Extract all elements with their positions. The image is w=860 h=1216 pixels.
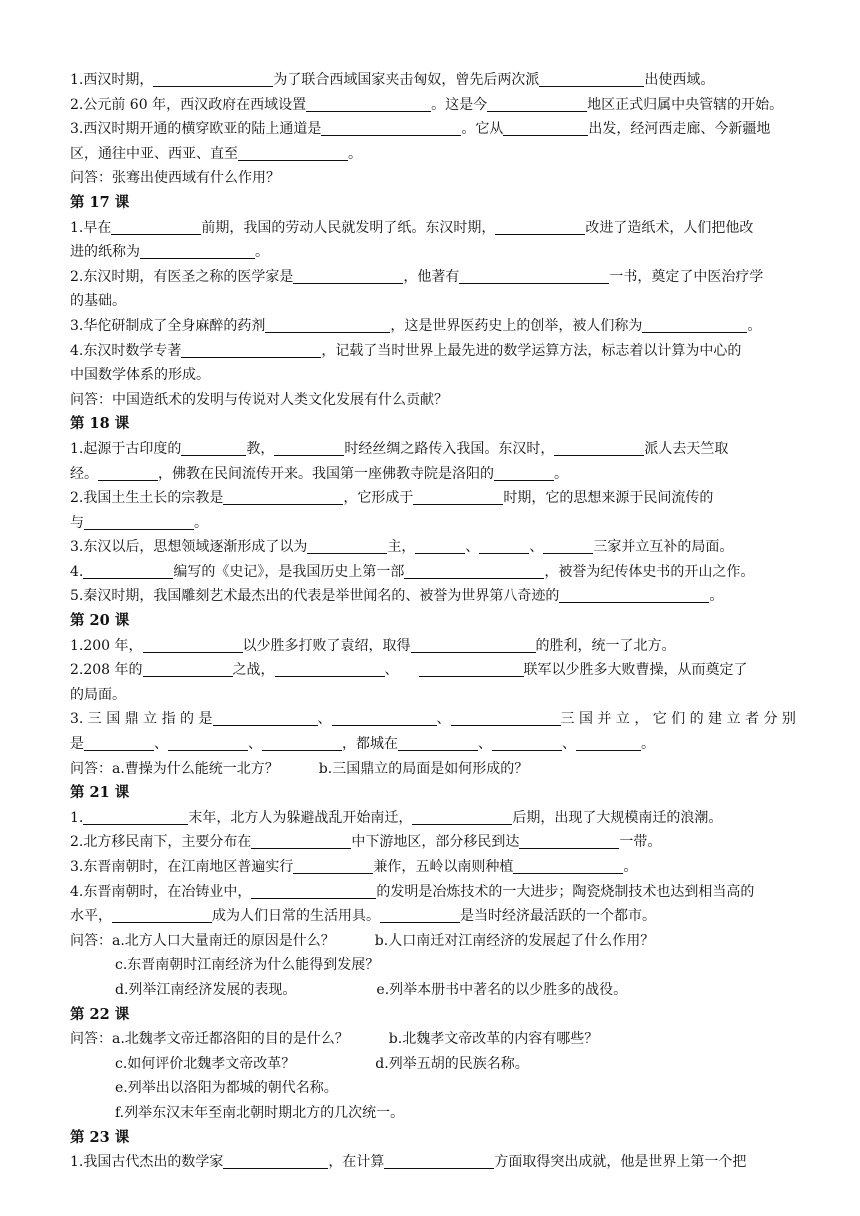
question-line — [70, 314, 795, 339]
question-text: ，佛教在民间流传开来。我国第一座佛教寺院是洛阳的 — [158, 465, 494, 482]
question-text: 派人去天竺取 — [644, 440, 729, 457]
question-text: b.北魏孝文帝改革的内容有哪些？ — [388, 1031, 599, 1048]
answer-blank[interactable] — [168, 735, 248, 751]
answer-blank[interactable] — [140, 243, 255, 259]
question-line — [70, 216, 795, 241]
question-text: 方面取得突出成就，他是世界上第一个把 — [494, 1154, 747, 1171]
question-text: 1.我国古代杰出的数学家 — [70, 1154, 224, 1171]
discussion-question: 问答：张骞出使西域有什么作用？ — [70, 170, 280, 187]
answer-blank[interactable] — [274, 440, 344, 456]
question-text: 3.华佗研制成了全身麻醉的药剂 — [70, 317, 266, 334]
question-text: 问答：a.北魏孝文帝迁都洛阳的目的是什么？ — [70, 1031, 349, 1048]
question-text: 时经丝绸之路传入我国。东汉时， — [344, 440, 555, 457]
question-text: 联军以少胜多大败曹操，从而奠定了 — [523, 662, 748, 679]
answer-blank[interactable] — [265, 317, 390, 333]
answer-blank[interactable] — [251, 833, 351, 849]
question-text: 。它从 — [461, 121, 504, 138]
answer-blank[interactable] — [415, 538, 465, 554]
question-line — [70, 462, 795, 487]
answer-blank[interactable] — [181, 440, 246, 456]
question-text: 地区正式归属中央管辖的开始。 — [587, 96, 784, 113]
question-text: ，都城在 — [342, 736, 398, 753]
answer-blank[interactable] — [487, 96, 587, 112]
answer-blank[interactable] — [495, 219, 585, 235]
lesson-heading: 第 17 课 — [70, 193, 130, 211]
question-text: 3.西汉时期开通的横穿欧亚的陆上通道是 — [70, 121, 322, 138]
question-text: 时期，它的思想来源于民间流传的 — [503, 490, 714, 507]
question-text: 水平， — [70, 908, 112, 925]
question-text: 5.秦汉时期，我国雕刻艺术最杰出的代表是举世闻名的、被誉为世界第八奇迹的 — [70, 588, 560, 605]
lesson-heading: 第 22 课 — [70, 1005, 130, 1023]
question-text: 、 — [478, 736, 492, 753]
answer-blank[interactable] — [83, 809, 188, 825]
question-text: ，记载了当时世界上最先进的数学运算方法，标志着以计算为中心的 — [321, 342, 742, 359]
question-text: 改进了造纸术，人们把他改 — [585, 219, 754, 236]
answer-blank[interactable] — [251, 883, 376, 899]
question-text: 、 — [562, 736, 576, 753]
answer-blank[interactable] — [543, 538, 593, 554]
answer-blank[interactable] — [332, 710, 437, 726]
question-text: 。 — [747, 317, 762, 334]
answer-blank[interactable] — [321, 120, 461, 136]
question-text: 问答：a.北方人口大量南迁的原因是什么？ — [70, 932, 335, 949]
answer-blank[interactable] — [111, 219, 201, 235]
answer-blank[interactable] — [262, 735, 342, 751]
question-text: 。 — [623, 859, 638, 875]
question-text: b.三国鼎立的局面是如何形成的？ — [318, 760, 529, 777]
question-text: 教， — [246, 440, 275, 457]
question-text: 。 — [554, 465, 568, 482]
question-text: e.列举本册书中著名的以少胜多的战役。 — [376, 981, 628, 998]
question-text: 问答：a.曹操为什么能统一北方？ — [70, 760, 279, 777]
question-text: ，他著有 — [403, 268, 460, 285]
question-text: 的发明是冶炼技术的一大进步；陶瓷烧制技术也达到相当高的 — [376, 883, 755, 900]
question-text: 4.东汉时数学专著 — [70, 342, 182, 359]
answer-blank[interactable] — [380, 907, 460, 923]
question-line — [70, 240, 795, 265]
question-text: 、 — [317, 711, 332, 728]
question-text: 2.208 年的 — [70, 662, 143, 679]
answer-blank[interactable] — [307, 538, 387, 554]
answer-blank[interactable] — [98, 465, 158, 481]
answer-blank[interactable] — [275, 661, 385, 677]
discussion-question — [70, 929, 795, 954]
answer-blank[interactable] — [642, 317, 747, 333]
question-text: 前期，我国的劳动人民就发明了纸。东汉时期， — [201, 219, 496, 236]
question-line: 的局面。 — [70, 686, 126, 703]
question-text: 4. — [70, 563, 84, 580]
answer-blank[interactable] — [519, 833, 619, 849]
discussion-question: c.东晋南朝时江南经济为什么能得到发展？ — [115, 957, 380, 974]
answer-blank[interactable] — [398, 735, 478, 751]
question-line — [70, 117, 795, 142]
discussion-question — [70, 1052, 795, 1077]
question-text: 是 — [70, 736, 84, 753]
answer-blank[interactable] — [451, 710, 561, 726]
question-text: 1.起源于古印度的 — [70, 440, 182, 457]
discussion-question — [70, 757, 795, 782]
answer-blank[interactable] — [238, 145, 348, 161]
worksheet-page — [70, 68, 795, 1175]
question-text: 之战， — [232, 662, 275, 679]
question-line — [70, 1150, 795, 1175]
lesson-heading: 第 23 课 — [70, 1128, 130, 1146]
answer-blank[interactable] — [181, 342, 321, 358]
answer-blank[interactable] — [503, 120, 588, 136]
question-text: d.列举五胡的民族名称。 — [375, 1055, 529, 1072]
question-text: 编写的《史记》，是我国历史上第一部 — [173, 563, 405, 580]
question-text: 后期，出现了大规模南迁的浪潮。 — [512, 809, 723, 826]
question-text: 兼作，五岭以南则种植 — [373, 859, 514, 875]
question-text: 与 — [70, 514, 84, 531]
question-text: 4.东晋南朝时，在冶铸业中， — [70, 883, 252, 900]
question-text: 2.东汉时期，有医圣之称的医学家是 — [70, 268, 294, 285]
question-text: 区，通往中亚、西亚、直至 — [70, 145, 238, 162]
question-text: 中下游地区，部分移民到达 — [351, 834, 520, 851]
question-text: b.人口南迁对江南经济的发展起了什么作用？ — [374, 932, 655, 949]
question-text: 1.早在 — [70, 219, 112, 236]
question-line — [70, 437, 795, 462]
question-line — [70, 658, 795, 683]
question-text: 主， — [387, 539, 416, 556]
question-text: 的胜利，统一了北方。 — [535, 637, 676, 654]
question-line — [70, 830, 795, 855]
lesson-heading: 第 20 课 — [70, 612, 130, 630]
question-text: 。 — [194, 514, 208, 531]
answer-blank[interactable] — [84, 514, 194, 530]
question-line — [70, 855, 795, 880]
answer-blank[interactable] — [412, 809, 512, 825]
question-text: 1.西汉时期， — [70, 72, 154, 88]
question-line — [70, 560, 795, 585]
answer-blank[interactable] — [411, 637, 536, 653]
question-line — [70, 339, 795, 364]
question-text: 、 — [529, 539, 544, 556]
question-line — [70, 634, 795, 659]
question-text: 1.200 年， — [70, 637, 143, 654]
question-text: 。 — [709, 588, 724, 605]
question-line — [70, 732, 795, 757]
question-text: ，这是世界医药史上的创举，被人们称为 — [390, 317, 643, 334]
question-line: 中国数学体系的形成。 — [70, 367, 210, 384]
question-text: 三家并立互补的局面。 — [593, 539, 734, 556]
answer-blank[interactable] — [576, 735, 641, 751]
question-text: 、 — [465, 539, 480, 556]
answer-blank[interactable] — [223, 1153, 328, 1169]
question-text: 3. 三 国 鼎 立 指 的 是 — [70, 711, 213, 728]
question-line — [70, 904, 795, 929]
lesson-heading: 第 18 课 — [70, 415, 130, 433]
question-text: 三 国 并 立 ， 它 们 的 建 立 者 分 别 — [560, 711, 796, 728]
question-text: 进的纸称为 — [70, 244, 140, 261]
question-line — [70, 511, 795, 536]
answer-blank[interactable] — [513, 858, 623, 874]
answer-blank[interactable] — [413, 489, 503, 505]
question-line — [70, 584, 795, 609]
answer-blank[interactable] — [293, 858, 373, 874]
answer-blank[interactable] — [153, 71, 273, 87]
discussion-question: 问答：中国造纸术的发明与传说对人类文化发展有什么贡献？ — [70, 391, 448, 408]
question-line: 的基础。 — [70, 293, 126, 310]
question-text: 。 — [641, 736, 655, 753]
question-line — [70, 806, 795, 831]
answer-blank[interactable] — [404, 563, 544, 579]
answer-blank[interactable] — [112, 907, 212, 923]
answer-blank[interactable] — [143, 637, 243, 653]
question-text: ，它形成于 — [343, 490, 414, 507]
question-text: 2.北方移民南下，主要分布在 — [70, 834, 252, 851]
discussion-question — [70, 978, 795, 1003]
question-line — [70, 880, 795, 905]
question-line — [70, 142, 795, 167]
question-text: 末年，北方人为躲避战乱开始南迁， — [188, 809, 413, 826]
answer-blank[interactable] — [539, 71, 644, 87]
question-text: 3.东汉以后，思想领域逐渐形成了以为 — [70, 539, 308, 556]
answer-blank[interactable] — [213, 710, 318, 726]
question-text: 、 — [154, 736, 168, 753]
question-text: 。 — [348, 145, 362, 162]
question-line — [70, 68, 795, 93]
question-text: 、 — [384, 662, 399, 679]
answer-blank[interactable] — [143, 661, 233, 677]
answer-blank[interactable] — [83, 563, 173, 579]
discussion-question — [70, 1027, 795, 1052]
answer-blank[interactable] — [84, 735, 154, 751]
question-text: 2.我国土生土长的宗教是 — [70, 490, 224, 507]
question-line — [70, 486, 795, 511]
question-text: 、 — [436, 711, 451, 728]
question-text: 经。 — [70, 465, 98, 482]
question-text: 出发，经河西走廊、今新疆地 — [588, 121, 771, 138]
question-text: ，在计算 — [328, 1154, 385, 1171]
question-text: c.如何评价北魏孝文帝改革？ — [115, 1055, 296, 1072]
question-text: 出使西域。 — [644, 72, 715, 88]
question-line — [70, 93, 795, 118]
discussion-question: f.列举东汉末年至南北朝时期北方的几次统一。 — [115, 1104, 405, 1121]
question-text: 2.公元前 60 年，西汉政府在西域设置 — [70, 96, 307, 113]
question-line — [70, 535, 795, 560]
answer-blank[interactable] — [306, 96, 431, 112]
lesson-heading: 第 21 课 — [70, 784, 130, 802]
question-text: 。 — [255, 244, 269, 261]
question-text: 以少胜多打败了袁绍，取得 — [242, 637, 411, 654]
answer-blank[interactable] — [459, 268, 609, 284]
question-text: 。这是今 — [431, 96, 488, 113]
question-text: 一带。 — [619, 834, 662, 851]
question-text: 一书，奠定了中医治疗学 — [609, 268, 764, 285]
question-text: 1. — [70, 809, 84, 826]
answer-blank[interactable] — [494, 465, 554, 481]
question-text: 为了联合西域国家夹击匈奴，曾先后两次派 — [273, 72, 540, 88]
answer-blank[interactable] — [559, 587, 709, 603]
answer-blank[interactable] — [554, 440, 644, 456]
question-line — [70, 265, 795, 290]
discussion-question: e.列举出以洛阳为都城的朝代名称。 — [115, 1080, 338, 1097]
question-text: d.列举江南经济发展的表现。 — [115, 981, 297, 998]
answer-blank[interactable] — [492, 735, 562, 751]
question-line — [70, 707, 795, 732]
question-text: ，被誉为纪传体史书的开山之作。 — [544, 563, 755, 580]
answer-blank[interactable] — [223, 489, 343, 505]
answer-blank[interactable] — [384, 1153, 494, 1169]
question-text: 是当时经济最活跃的一个都市。 — [460, 908, 656, 925]
answer-blank[interactable] — [479, 538, 529, 554]
answer-blank[interactable] — [293, 268, 403, 284]
question-text: 成为人们日常的生活用具。 — [212, 908, 380, 925]
question-text: 3.东晋南朝时，在江南地区普遍实行 — [70, 859, 294, 875]
answer-blank[interactable] — [419, 661, 524, 677]
question-text: 、 — [248, 736, 262, 753]
